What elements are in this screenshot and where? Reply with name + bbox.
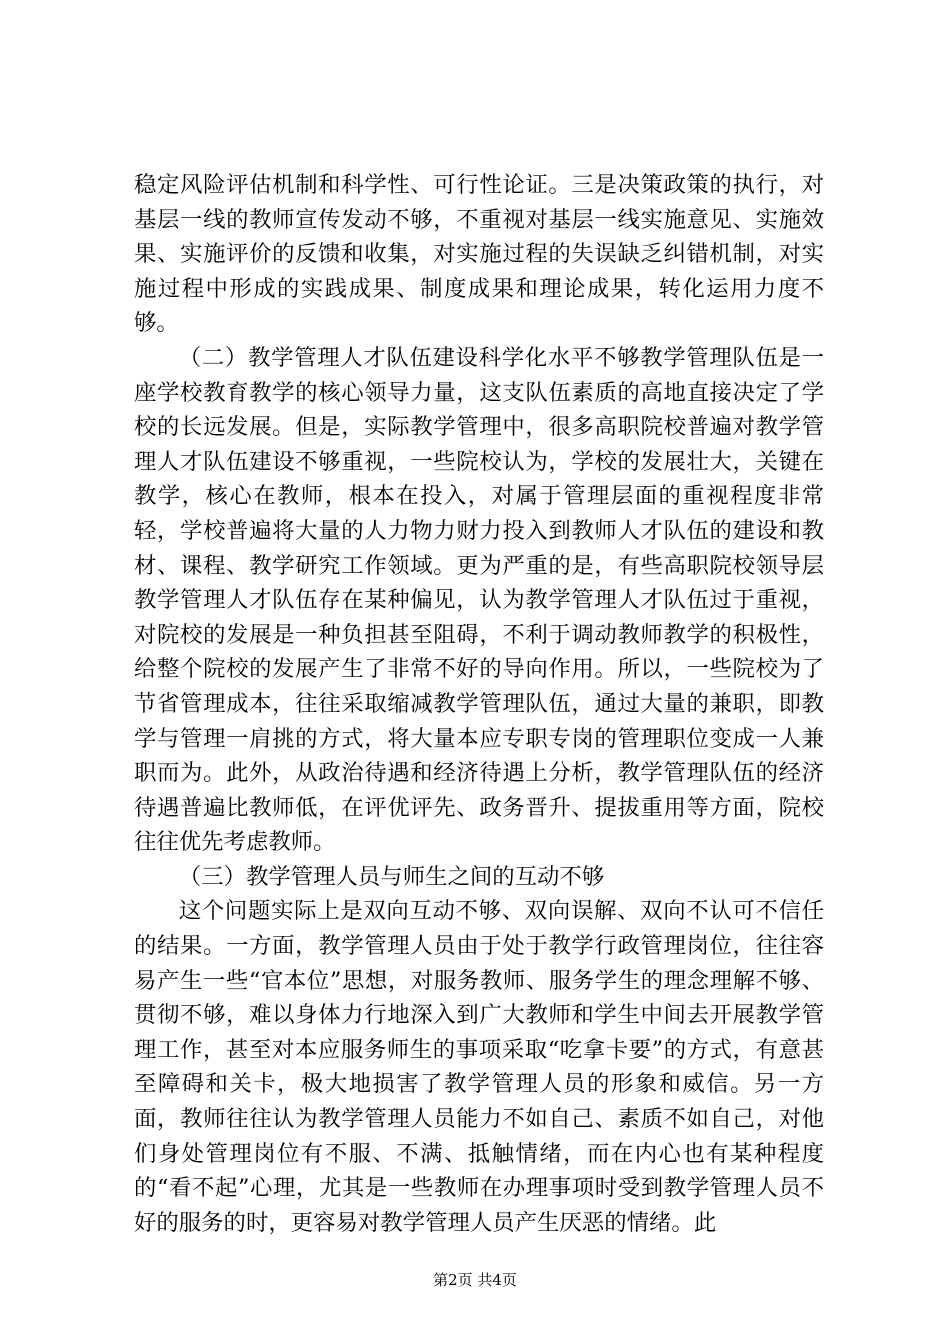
heading-section-3: （三）教学管理人员与师生之间的互动不够 [178,863,605,890]
paragraph-continuation: 稳定风险评估机制和科学性、可行性论证。三是决策政策的执行，对基层一线的教师宣传发动不够，不重视对基层一线实施意见、实施效果、实施评价的反馈和收集，对实施过程的失误缺乏纠错机制，对实施过程中形成的实践成果、制度成果和理论成果，转化运用力度不够。 [134,172,824,337]
page-footer [0,1270,950,1290]
body-text [134,168,824,1240]
paragraph-section-2: （二）教学管理人才队伍建设科学化水平不够教学管理队伍是一座学校教育教学的核心领导力量，这支队伍素质的高地直接决定了学校的长远发展。但是，实际教学管理中，很多高职院校普遍对教学管理人才队伍建设不够重视，一些院校认为，学校的发展壮大，关键在教学，核心在教师，根本在投入，对属于管理层面的重视程度非常轻，学校普遍将大量的人力物力财力投入到教师人才队伍的建设和教材、课程、教学研究工作领域。更为严重的是，有些高职院校领导层教学管理人才队伍存在某种偏见，认为教学管理人才队伍过于重视，对院校的发展是一种负担甚至阻碍，不利于调动教师教学的积极性，给整个院校的发展产生了非常不好的导向作用。所以，一些院校为了节省管理成本，往往采取缩减教学管理队伍，通过大量的兼职，即教学与管理一肩挑的方式，将大量本应专职专岗的管理职位变成一人兼职而为。此外，从政治待遇和经济待遇上分析，教学管理队伍的经济待遇普遍比教师低，在评优评先、政务晋升、提拔重用等方面，院校往往优先考虑教师。 [134,344,824,856]
paragraph-section-3-body: 这个问题实际上是双向互动不够、双向误解、双向不认可不信任的结果。一方面，教学管理人员由于处于教学行政管理岗位，往往容易产生一些“官本位”思想，对服务教师、服务学生的理念理解不够、贯彻不够，难以身体力行地深入到广大教师和学生中间去开展教学管理工作，甚至对本应服务师生的事项采取“吃拿卡要”的方式，有意甚至障碍和关卡，极大地损害了教学管理人员的形象和威信。另一方面，教师往往认为教学管理人员能力不如自己、素质不如自己，对他们身处管理岗位有不服、不满、抵触情绪，而在内心也有某种程度的“看不起”心理，尤其是一些教师在办理事项时受到教学管理人员不好的服务的时，更容易对教学管理人员产生厌恶的情绪。此 [134,898,824,1236]
page-number: 第2页 共4页 [433,1271,517,1289]
